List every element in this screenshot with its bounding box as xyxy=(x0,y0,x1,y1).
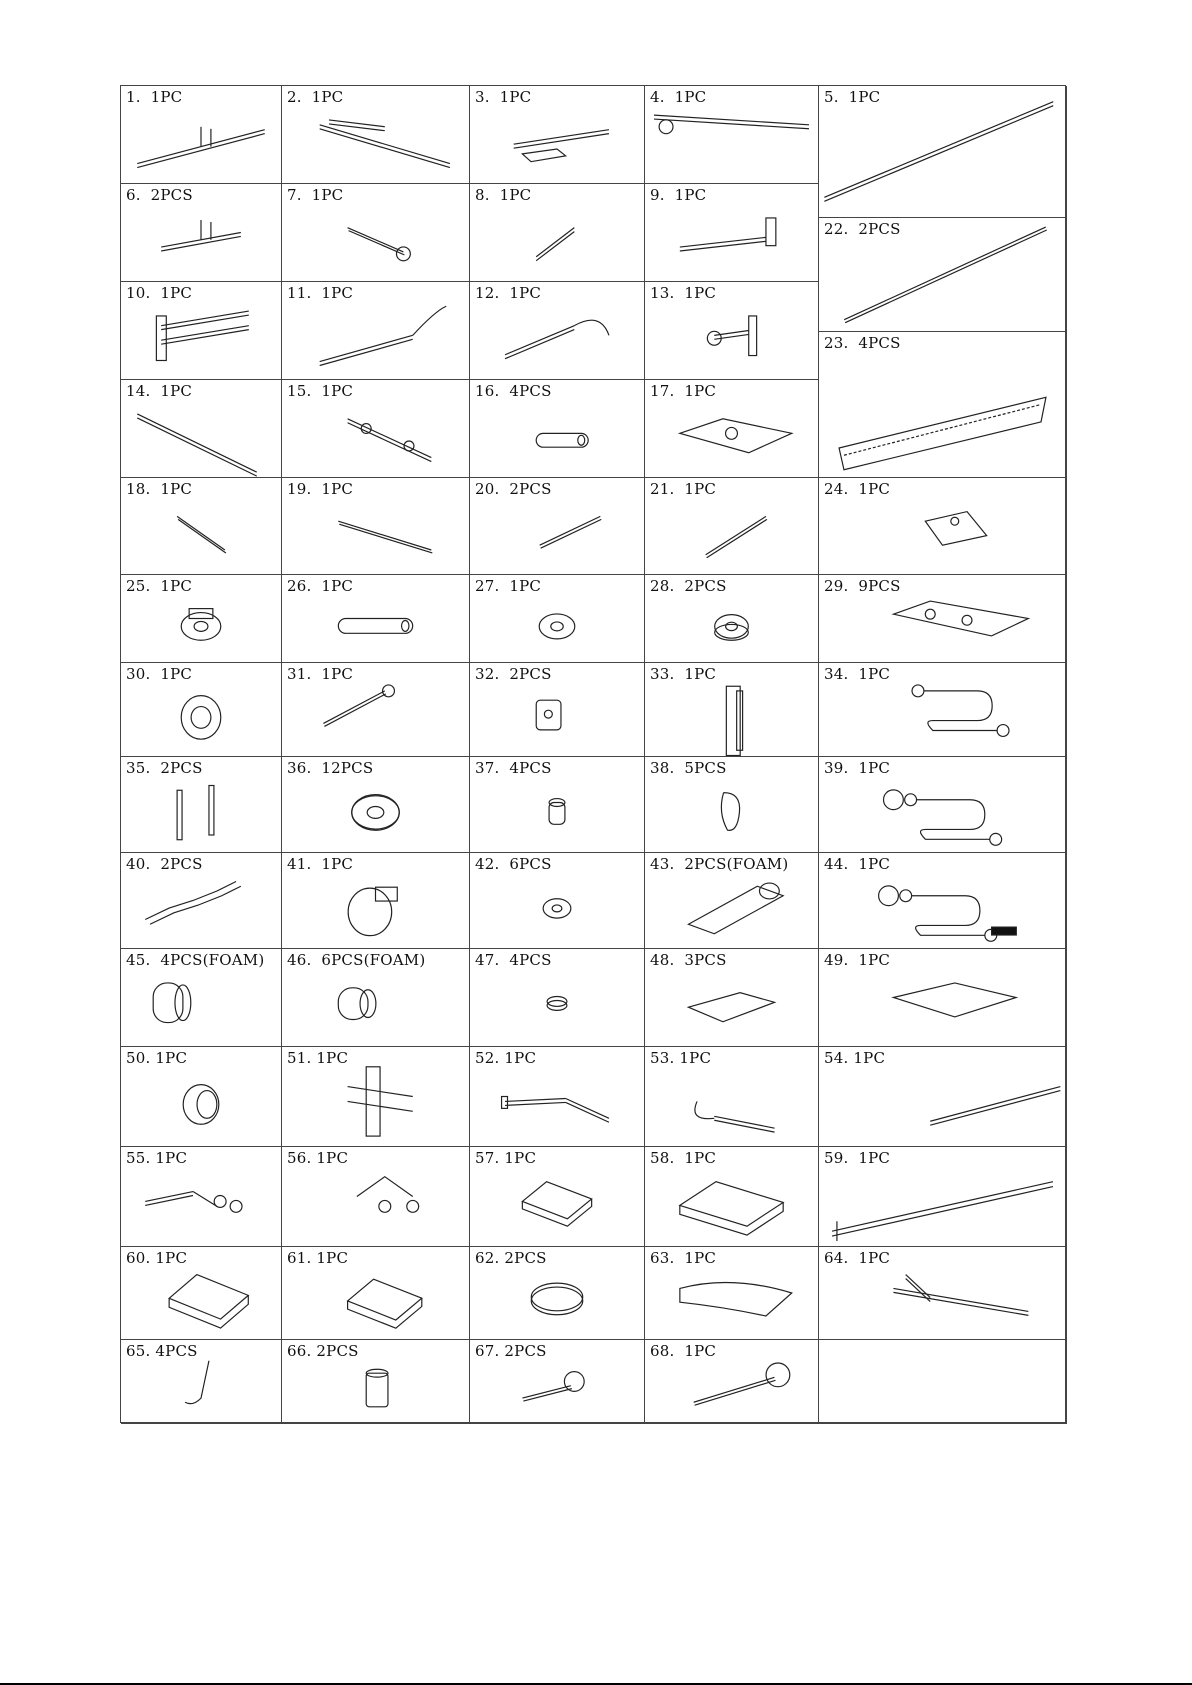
part-cell xyxy=(282,663,470,757)
part-cell xyxy=(470,1247,645,1340)
part-label: 56. 1PC xyxy=(287,1149,349,1167)
part-cell xyxy=(645,86,819,184)
part-cell xyxy=(282,949,470,1047)
part-label: 50. 1PC xyxy=(126,1049,188,1067)
part-label: 41. 1PC xyxy=(287,855,354,873)
part-cell xyxy=(121,949,282,1047)
part-cell xyxy=(470,1047,645,1147)
part-label: 36. 12PCS xyxy=(287,759,374,777)
part-label: 47. 4PCS xyxy=(475,951,552,969)
part-label: 38. 5PCS xyxy=(650,759,727,777)
part-label: 45. 4PCS(FOAM) xyxy=(126,951,265,969)
part-label: 62. 2PCS xyxy=(475,1249,547,1267)
part-cell xyxy=(121,86,282,184)
part-cell xyxy=(819,332,1067,478)
part-label: 19. 1PC xyxy=(287,480,354,498)
part-cell xyxy=(645,1047,819,1147)
part-cell xyxy=(819,757,1067,853)
part-label: 51. 1PC xyxy=(287,1049,349,1067)
part-label: 34. 1PC xyxy=(824,665,891,683)
part-label: 42. 6PCS xyxy=(475,855,552,873)
part-cell xyxy=(645,1247,819,1340)
part-cell xyxy=(470,757,645,853)
part-label: 29. 9PCS xyxy=(824,577,901,595)
part-cell xyxy=(645,1147,819,1247)
part-cell xyxy=(282,184,470,282)
part-cell xyxy=(282,380,470,478)
part-cell xyxy=(121,478,282,575)
part-label: 63. 1PC xyxy=(650,1249,717,1267)
part-cell xyxy=(121,1147,282,1247)
part-label: 55. 1PC xyxy=(126,1149,188,1167)
part-cell xyxy=(645,1340,819,1424)
part-cell xyxy=(282,1047,470,1147)
part-label: 22. 2PCS xyxy=(824,220,901,238)
part-cell xyxy=(121,757,282,853)
part-cell xyxy=(470,949,645,1047)
part-label: 9. 1PC xyxy=(650,186,707,204)
part-cell xyxy=(121,282,282,380)
part-cell xyxy=(282,1147,470,1247)
part-label: 39. 1PC xyxy=(824,759,891,777)
part-cell xyxy=(282,575,470,663)
part-cell xyxy=(470,380,645,478)
part-label: 14. 1PC xyxy=(126,382,193,400)
part-label: 57. 1PC xyxy=(475,1149,537,1167)
part-label: 27. 1PC xyxy=(475,577,542,595)
part-cell xyxy=(470,184,645,282)
part-cell xyxy=(645,184,819,282)
part-label: 12. 1PC xyxy=(475,284,542,302)
part-drawing xyxy=(819,332,1066,477)
part-label: 26. 1PC xyxy=(287,577,354,595)
part-label: 16. 4PCS xyxy=(475,382,552,400)
part-cell xyxy=(819,1247,1067,1340)
part-label: 35. 2PCS xyxy=(126,759,203,777)
part-label: 64. 1PC xyxy=(824,1249,891,1267)
part-label: 17. 1PC xyxy=(650,382,717,400)
part-label: 11. 1PC xyxy=(287,284,354,302)
part-label: 10. 1PC xyxy=(126,284,193,302)
part-label: 32. 2PCS xyxy=(475,665,552,683)
part-cell xyxy=(645,949,819,1047)
part-label: 28. 2PCS xyxy=(650,577,727,595)
part-cell xyxy=(819,1147,1067,1247)
part-label: 53. 1PC xyxy=(650,1049,712,1067)
part-cell xyxy=(470,663,645,757)
part-label: 59. 1PC xyxy=(824,1149,891,1167)
part-label: 43. 2PCS(FOAM) xyxy=(650,855,789,873)
part-label: 68. 1PC xyxy=(650,1342,717,1360)
part-label: 23. 4PCS xyxy=(824,334,901,352)
part-label: 65. 4PCS xyxy=(126,1342,198,1360)
part-cell xyxy=(819,949,1067,1047)
part-label: 31. 1PC xyxy=(287,665,354,683)
part-cell xyxy=(121,1340,282,1424)
part-label: 25. 1PC xyxy=(126,577,193,595)
part-cell xyxy=(819,1047,1067,1147)
part-cell xyxy=(470,1340,645,1424)
part-cell xyxy=(282,853,470,949)
part-label: 58. 1PC xyxy=(650,1149,717,1167)
part-cell xyxy=(121,1047,282,1147)
part-label: 3. 1PC xyxy=(475,88,532,106)
part-label: 21. 1PC xyxy=(650,480,717,498)
part-label: 66. 2PCS xyxy=(287,1342,359,1360)
part-label: 2. 1PC xyxy=(287,88,344,106)
part-cell xyxy=(121,663,282,757)
part-cell xyxy=(470,282,645,380)
part-cell xyxy=(819,478,1067,575)
part-cell xyxy=(819,663,1067,757)
part-label: 20. 2PCS xyxy=(475,480,552,498)
part-label: 6. 2PCS xyxy=(126,186,193,204)
part-label: 24. 1PC xyxy=(824,480,891,498)
part-label: 49. 1PC xyxy=(824,951,891,969)
part-cell xyxy=(645,478,819,575)
parts-grid xyxy=(120,85,1066,1423)
part-cell xyxy=(645,282,819,380)
part-cell xyxy=(645,663,819,757)
part-label: 44. 1PC xyxy=(824,855,891,873)
part-cell xyxy=(121,184,282,282)
part-cell xyxy=(282,1247,470,1340)
part-label: 33. 1PC xyxy=(650,665,717,683)
part-label: 8. 1PC xyxy=(475,186,532,204)
part-label: 61. 1PC xyxy=(287,1249,349,1267)
part-label: 1. 1PC xyxy=(126,88,183,106)
part-cell xyxy=(470,1147,645,1247)
part-cell xyxy=(121,853,282,949)
part-cell xyxy=(121,380,282,478)
part-cell xyxy=(645,380,819,478)
part-cell xyxy=(282,86,470,184)
part-cell xyxy=(282,1340,470,1424)
part-cell xyxy=(645,757,819,853)
part-cell xyxy=(819,86,1067,218)
part-label: 4. 1PC xyxy=(650,88,707,106)
part-label: 13. 1PC xyxy=(650,284,717,302)
part-label: 5. 1PC xyxy=(824,88,881,106)
part-cell xyxy=(470,853,645,949)
empty-cell xyxy=(819,1340,1067,1424)
part-label: 46. 6PCS(FOAM) xyxy=(287,951,426,969)
part-label: 48. 3PCS xyxy=(650,951,727,969)
part-label: 40. 2PCS xyxy=(126,855,203,873)
part-cell xyxy=(282,282,470,380)
part-label: 15. 1PC xyxy=(287,382,354,400)
part-cell xyxy=(121,575,282,663)
part-cell xyxy=(282,757,470,853)
part-label: 18. 1PC xyxy=(126,480,193,498)
part-label: 54. 1PC xyxy=(824,1049,886,1067)
part-cell xyxy=(121,1247,282,1340)
part-label: 60. 1PC xyxy=(126,1249,188,1267)
part-label: 7. 1PC xyxy=(287,186,344,204)
part-cell xyxy=(819,853,1067,949)
part-cell xyxy=(645,853,819,949)
part-label: 67. 2PCS xyxy=(475,1342,547,1360)
part-cell xyxy=(470,575,645,663)
part-label: 37. 4PCS xyxy=(475,759,552,777)
part-label: 30. 1PC xyxy=(126,665,193,683)
part-cell xyxy=(470,86,645,184)
part-cell xyxy=(819,575,1067,663)
part-label: 52. 1PC xyxy=(475,1049,537,1067)
part-cell xyxy=(282,478,470,575)
part-cell xyxy=(470,478,645,575)
part-cell xyxy=(819,218,1067,332)
part-cell xyxy=(645,575,819,663)
